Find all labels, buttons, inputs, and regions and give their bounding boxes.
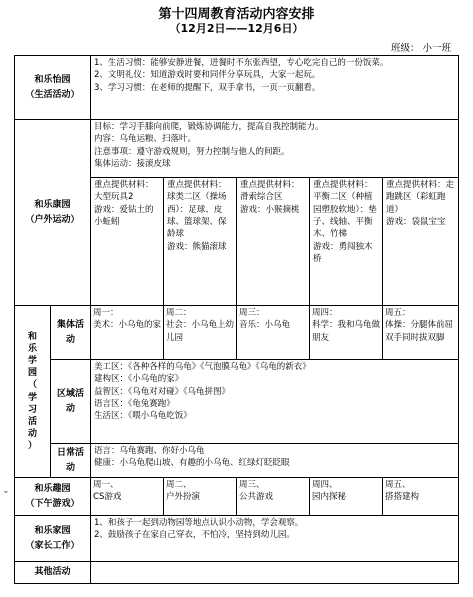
zone-game: 游戏：勇闯独木桥 <box>313 241 373 264</box>
zone-game: 游戏：袋鼠宝宝 <box>386 216 446 227</box>
outdoor-info <box>91 120 459 178</box>
zone-materials: 重点提供材料：走跑跳区（彩虹跑道） <box>386 180 455 215</box>
label-life <box>15 56 91 120</box>
label-learning-char: 园 <box>27 368 37 379</box>
page-title: 第十四周教育活动内容安排 <box>158 7 315 22</box>
day-activity: 公共游戏 <box>239 492 274 503</box>
games-day-5 <box>383 478 459 516</box>
chevron-down-icon[interactable]: ⌄ <box>2 486 10 496</box>
daily-content <box>91 444 459 478</box>
life-item: 1、生活习惯：能够安静进餐，进餐时不东张西望，专心吃完自己的一份饭菜。 <box>94 58 389 68</box>
row-daily <box>15 444 459 478</box>
area-item: 生活区：《喂小乌龟吃饭》 <box>94 411 192 422</box>
zone-materials: 重点提供材料：平衡二区（种植园塑胶软地）：垫子、线轴、平衡木、竹梯 <box>313 180 377 240</box>
outdoor-content: 内容：乌龟运粮、扫落叶。 <box>94 134 197 145</box>
day-activity: 社会：小乌龟上幼儿园 <box>166 320 235 343</box>
day-label: 周一： <box>93 308 119 318</box>
label-games <box>15 478 91 516</box>
label-family <box>15 516 91 562</box>
day-label: 周三、 <box>239 480 265 490</box>
daily-item: 健康：小乌龟爬山坡、有趣的小乌龟、红绿灯眨眨眼 <box>94 458 290 469</box>
games-day-2 <box>164 478 237 516</box>
label-learning-char: ） <box>27 441 37 452</box>
row-life <box>15 56 459 120</box>
label-outdoor-type: （户外运动） <box>25 214 80 225</box>
day-activity: 户外扮演 <box>166 492 201 503</box>
label-games-type: （下午游戏） <box>25 498 80 509</box>
day-activity: 体操：分腿体前屈双手同时拔双脚 <box>385 320 454 343</box>
row-other <box>15 562 459 584</box>
day-label: 周四： <box>312 308 338 318</box>
zone-4 <box>310 178 383 306</box>
zone-2 <box>164 178 237 306</box>
areas-content <box>91 360 459 444</box>
label-learning-char: 动 <box>27 428 37 439</box>
label-collective: 集体活动 <box>51 306 91 360</box>
label-other: 其他活动 <box>15 562 91 584</box>
row-collective <box>15 306 459 360</box>
label-family-name: 和乐家园 <box>34 526 71 537</box>
games-day-3 <box>237 478 310 516</box>
family-content <box>91 516 459 562</box>
label-learning-char: 和 <box>27 331 37 342</box>
zone-game: 游戏：小猴摘桃 <box>240 204 300 215</box>
day-label: 周五： <box>385 308 411 318</box>
label-learning-char: （ <box>27 380 37 391</box>
outdoor-notes: 注意事项：遵守游戏规则，努力控制与他人的间距。 <box>94 146 290 157</box>
zone-3 <box>237 178 310 306</box>
zone-materials: 重点提供材料：球类二区（操场西）：足球、皮球、篮球架、保龄球 <box>167 180 227 240</box>
life-item: 2、文明礼仪：知道游戏时要和同伴分享玩具，大家一起玩。 <box>94 70 321 81</box>
day-activity: 搭搭建构 <box>385 492 420 503</box>
outdoor-goal: 目标：学习手膝向前爬，锻炼协调能力，提高自我控制能力。 <box>94 122 324 132</box>
day-label: 周一、 <box>93 480 119 490</box>
label-family-type: （家长工作） <box>25 540 80 551</box>
other-content <box>91 562 459 584</box>
area-item: 建构区：《小乌龟的家》 <box>94 374 184 385</box>
day-activity: 音乐：小乌龟 <box>239 320 291 331</box>
label-learning-char: 乐 <box>27 343 37 354</box>
label-games-name: 和乐趣园 <box>34 484 71 495</box>
label-learning-char: 活 <box>27 416 37 427</box>
outdoor-group: 集体运动：接滚皮球 <box>94 158 171 169</box>
label-life-type: （生活活动） <box>25 89 80 100</box>
zone-game: 游戏：熊猫滚球 <box>167 241 227 252</box>
daily-item: 语言：乌龟赛跑、你好小乌龟 <box>94 446 205 456</box>
collective-day-5 <box>383 306 459 360</box>
life-item: 3、学习习惯：在老师的提醒下，双手拿书，一页一页翻看。 <box>94 82 321 93</box>
row-outdoor-info <box>15 120 459 178</box>
games-day-4 <box>310 478 383 516</box>
day-activity: 园内探秘 <box>312 492 347 503</box>
date-range: （12月2日——12月6日） <box>169 22 304 35</box>
day-label: 周五、 <box>385 480 411 490</box>
day-activity: 美术：小乌龟的家 <box>93 320 162 331</box>
label-learning-char: 学 <box>27 356 37 367</box>
schedule-table <box>14 55 459 584</box>
label-life-name: 和乐怡园 <box>34 75 71 86</box>
zone-5 <box>383 178 459 306</box>
day-activity: 科学：我和乌龟做朋友 <box>312 320 381 343</box>
day-label: 周二、 <box>166 480 192 490</box>
label-learning <box>15 306 51 478</box>
collective-day-2 <box>164 306 237 360</box>
collective-day-1 <box>91 306 164 360</box>
family-item: 2、鼓励孩子在家自己穿衣，不怕冷，坚持到幼儿园。 <box>94 530 295 541</box>
area-item: 语言区：《龟兔赛跑》 <box>94 398 175 409</box>
collective-day-4 <box>310 306 383 360</box>
label-learning-char: 学 <box>27 392 37 403</box>
class-label: 班级： 小一班 <box>390 43 451 54</box>
row-games <box>15 478 459 516</box>
area-item: 美工区：《各种各样的乌龟》《气泡膜乌龟》《乌龟的新衣》 <box>94 362 311 372</box>
day-activity: CS游戏 <box>93 492 122 503</box>
family-item: 1、和孩子一起到动物园等地点认识小动物，学会观察。 <box>94 518 304 528</box>
zone-game: 游戏：爱钻土的小蚯蚓 <box>94 204 154 227</box>
label-outdoor <box>15 120 91 306</box>
label-daily: 日常活动 <box>51 444 91 478</box>
area-item: 益智区：《乌龟对对碰》《乌龟拼图》 <box>94 386 231 397</box>
label-areas: 区域活动 <box>51 360 91 444</box>
label-outdoor-name: 和乐康园 <box>34 200 71 211</box>
day-label: 周二： <box>166 308 192 318</box>
zone-materials: 重点提供材料：大型玩具2 <box>94 180 154 203</box>
games-day-1 <box>91 478 164 516</box>
zone-materials: 重点提供材料：滑索综合区 <box>240 180 300 203</box>
day-label: 周四、 <box>312 480 338 490</box>
label-learning-char: 习 <box>27 404 37 415</box>
row-areas <box>15 360 459 444</box>
zone-1 <box>91 178 164 306</box>
row-family <box>15 516 459 562</box>
life-content <box>91 56 459 120</box>
collective-day-3 <box>237 306 310 360</box>
day-label: 周三： <box>239 308 265 318</box>
